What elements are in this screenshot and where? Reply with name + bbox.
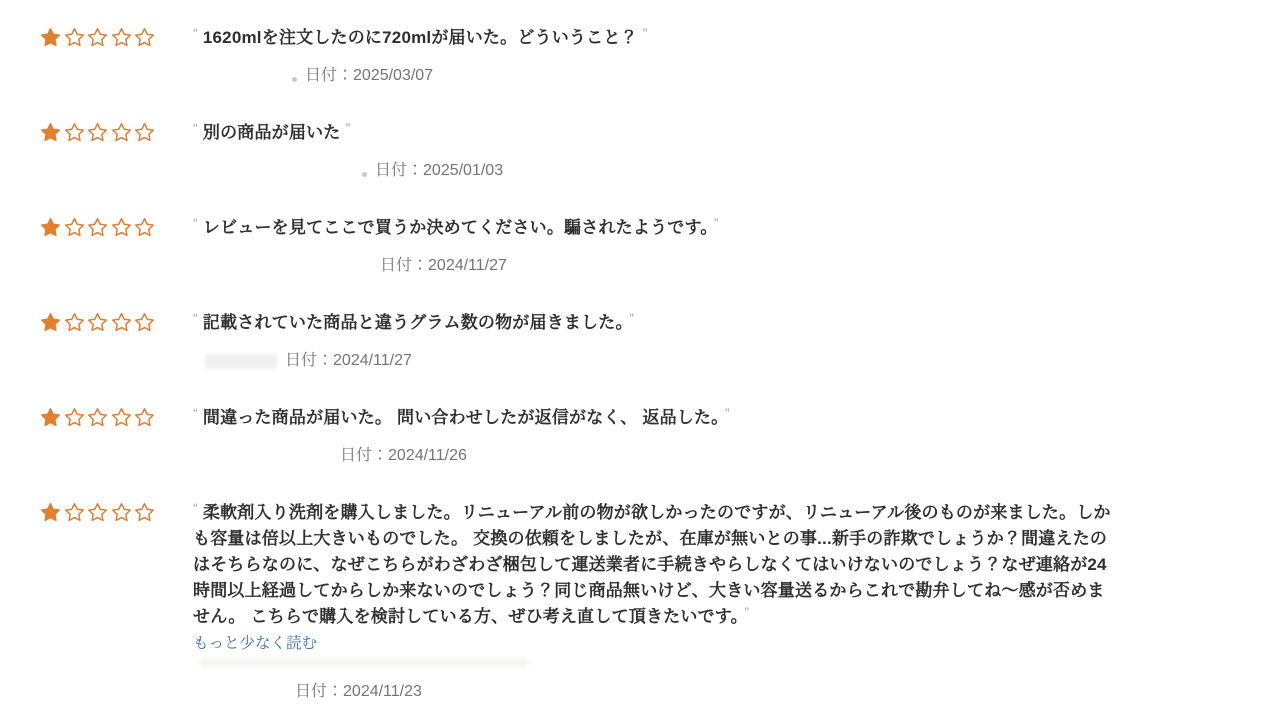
review-date (292, 65, 1240, 87)
date-label: 日付： (285, 352, 334, 369)
date-value: 2025/01/03 (423, 162, 504, 179)
star-rating (40, 25, 155, 48)
redacted-username (362, 172, 367, 177)
star-empty-icon (87, 217, 108, 238)
date-value: 2024/11/26 (388, 447, 467, 464)
star-empty-icon (64, 27, 85, 48)
date-label: 日付： (380, 257, 429, 274)
review-text-content: 1620mlを注文したのに720mlが届いた。どういうこと？ (202, 28, 638, 47)
review-text (193, 215, 1113, 241)
review-text (193, 500, 1113, 630)
date-label: 日付： (295, 683, 344, 700)
close-quote-mark: ” (724, 405, 730, 421)
star-filled-icon (40, 27, 61, 48)
review-text (193, 120, 1113, 146)
review-text (193, 25, 1113, 51)
review-text-content: 別の商品が届いた (202, 123, 341, 142)
star-empty-icon (87, 407, 108, 428)
star-rating (40, 310, 155, 333)
read-less-link[interactable]: もっと少なく読む (193, 635, 318, 652)
date-value: 2024/11/27 (428, 257, 507, 274)
review-date (380, 255, 1240, 277)
star-empty-icon (87, 312, 108, 333)
review-item (40, 120, 1240, 182)
review-text-content: 記載されていた商品と違うグラム数の物が届きました。 (202, 313, 625, 332)
redacted-username (205, 354, 277, 369)
redacted-username (199, 658, 529, 667)
close-quote-mark: ” (642, 25, 648, 41)
review-text (193, 405, 1113, 431)
date-value: 2024/11/23 (343, 683, 422, 700)
star-rating (40, 405, 155, 428)
star-empty-icon (64, 407, 85, 428)
star-filled-icon (40, 122, 61, 143)
review-text-content: 柔軟剤入り洗剤を購入しました。リニューアル前の物が欲しかったのですが、リニューアル後のものが来ました。しかも容量は倍以上大きいものでした。 交換の依頼をしましたが、在庫が無いとの事...新手の詐欺でしょうか？間違えたのはそちらなのに、なぜこちらがわざわざ梱包して運送業者に手続きやらしなくてはいけないのでしょう？なぜ連絡が24時間以上経過してからしか来ないのでしょう？同じ商品無いけど、大きい容量送るからこれで勘弁してね〜感が否めません。 こちらで購入を検討している方、ぜひ考え直して頂きたいです。 (193, 503, 1111, 626)
star-empty-icon (87, 502, 108, 523)
star-rating (40, 215, 155, 238)
review-item (40, 500, 1240, 703)
review-text-content: 間違った商品が届いた。 問い合わせしたが返信がなく、 返品した。 (202, 408, 720, 427)
star-empty-icon (134, 312, 155, 333)
close-quote-mark: ” (345, 120, 351, 136)
redacted-username (292, 77, 297, 82)
star-empty-icon (64, 312, 85, 333)
star-empty-icon (87, 122, 108, 143)
close-quote-mark: ” (714, 215, 719, 231)
star-filled-icon (40, 312, 61, 333)
star-empty-icon (134, 122, 155, 143)
review-date (340, 445, 1240, 467)
star-rating (40, 120, 155, 143)
star-empty-icon (134, 27, 155, 48)
open-quote-mark: “ (193, 25, 198, 41)
star-filled-icon (40, 502, 61, 523)
open-quote-mark: “ (193, 310, 198, 326)
star-filled-icon (40, 217, 61, 238)
star-empty-icon (64, 217, 85, 238)
review-date (205, 350, 1240, 372)
date-label: 日付： (340, 447, 389, 464)
star-empty-icon (64, 122, 85, 143)
open-quote-mark: “ (193, 120, 198, 136)
star-empty-icon (111, 27, 132, 48)
star-rating (40, 500, 155, 523)
date-value: 2025/03/07 (353, 67, 434, 84)
review-item (40, 310, 1240, 372)
date-value: 2024/11/27 (333, 352, 412, 369)
close-quote-mark: ” (629, 310, 635, 326)
star-empty-icon (111, 312, 132, 333)
review-text-content: レビューを見てここで買うか決めてください。騙されたようです。 (202, 218, 710, 237)
star-empty-icon (111, 407, 132, 428)
star-empty-icon (111, 217, 132, 238)
review-date (295, 681, 1240, 703)
star-empty-icon (111, 122, 132, 143)
date-label: 日付： (305, 67, 354, 84)
star-empty-icon (87, 27, 108, 48)
review-text (193, 310, 1113, 336)
date-label: 日付： (375, 162, 424, 179)
review-date (362, 160, 1240, 182)
open-quote-mark: “ (193, 500, 198, 516)
star-empty-icon (64, 502, 85, 523)
review-item (40, 25, 1240, 87)
open-quote-mark: “ (193, 215, 198, 231)
review-item (40, 215, 1240, 277)
open-quote-mark: “ (193, 405, 198, 421)
star-filled-icon (40, 407, 61, 428)
star-empty-icon (134, 407, 155, 428)
star-empty-icon (134, 217, 155, 238)
review-item (40, 405, 1240, 467)
close-quote-mark: ” (744, 604, 750, 620)
star-empty-icon (111, 502, 132, 523)
star-empty-icon (134, 502, 155, 523)
